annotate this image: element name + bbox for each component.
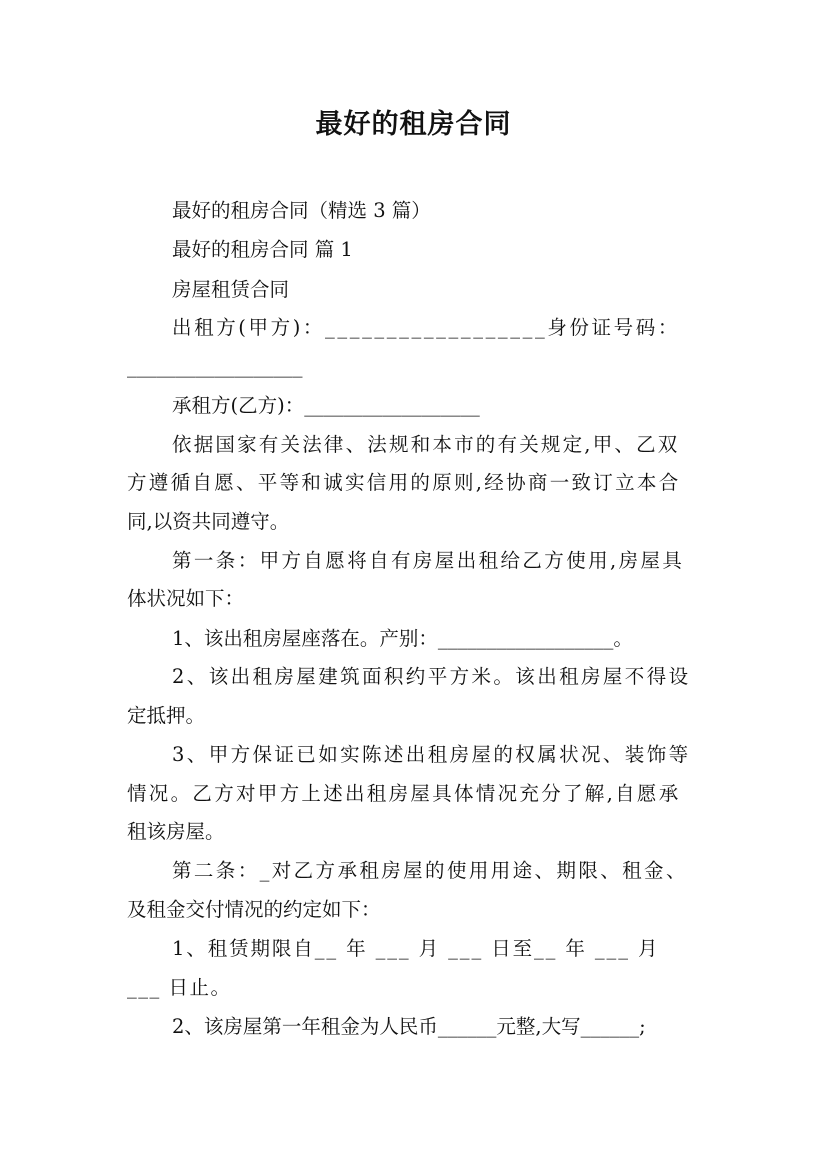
section-heading: 最好的租房合同 篇 1 <box>172 238 353 261</box>
paragraph-line: 依据国家有关法律、法规和本市的有关规定,甲、乙双 <box>172 433 680 456</box>
paragraph-line: 方遵循自愿、平等和诚实信用的原则,经协商一致订立本合 <box>127 471 681 494</box>
clause-line: 定抵押。 <box>127 704 206 727</box>
article-one-line: 体状况如下： <box>127 587 245 610</box>
clause-line: 租该房屋。 <box>127 820 225 843</box>
clause-line: 1、该出租房屋座落在。产别：__________________。 <box>172 627 633 650</box>
subtitle-line: 最好的租房合同（精选 3 篇） <box>172 199 431 222</box>
clause-line: 情况。乙方对甲方上述出租房屋具体情况充分了解,自愿承 <box>127 782 681 805</box>
article-one-line: 第一条：甲方自愿将自有房屋出租给乙方使用,房屋具 <box>172 549 685 572</box>
article-two-line: 及租金交付情况的约定如下： <box>127 898 381 921</box>
lease-term-line: ___ 日止。 <box>127 976 232 999</box>
id-number-blank: __________________ <box>127 355 303 378</box>
paragraph-line: 同,以资共同遵守。 <box>127 510 290 533</box>
document-title: 最好的租房合同 <box>315 109 512 140</box>
clause-line: 3、甲方保证已如实陈述出租房屋的权属状况、装饰等 <box>172 743 691 766</box>
lease-term-line: 1、租赁期限自__ 年 ___ 月 ___ 日至__ 年 ___ 月 <box>172 937 660 960</box>
rent-line: 2、该房屋第一年租金为人民币______元整,大写______; <box>172 1015 646 1038</box>
lessor-text: 出租方(甲方)：__________________身份证号码： <box>172 316 680 339</box>
lessor-line <box>172 315 701 341</box>
clause-line: 2、该出租房屋建筑面积约平方米。该出租房屋不得设 <box>172 665 691 688</box>
lessee-line: 承租方(乙方)：__________________ <box>172 394 480 417</box>
article-two-line: 第二条：_对乙方承租房屋的使用用途、期限、租金、 <box>172 859 688 882</box>
contract-heading: 房屋租赁合同 <box>172 278 290 301</box>
